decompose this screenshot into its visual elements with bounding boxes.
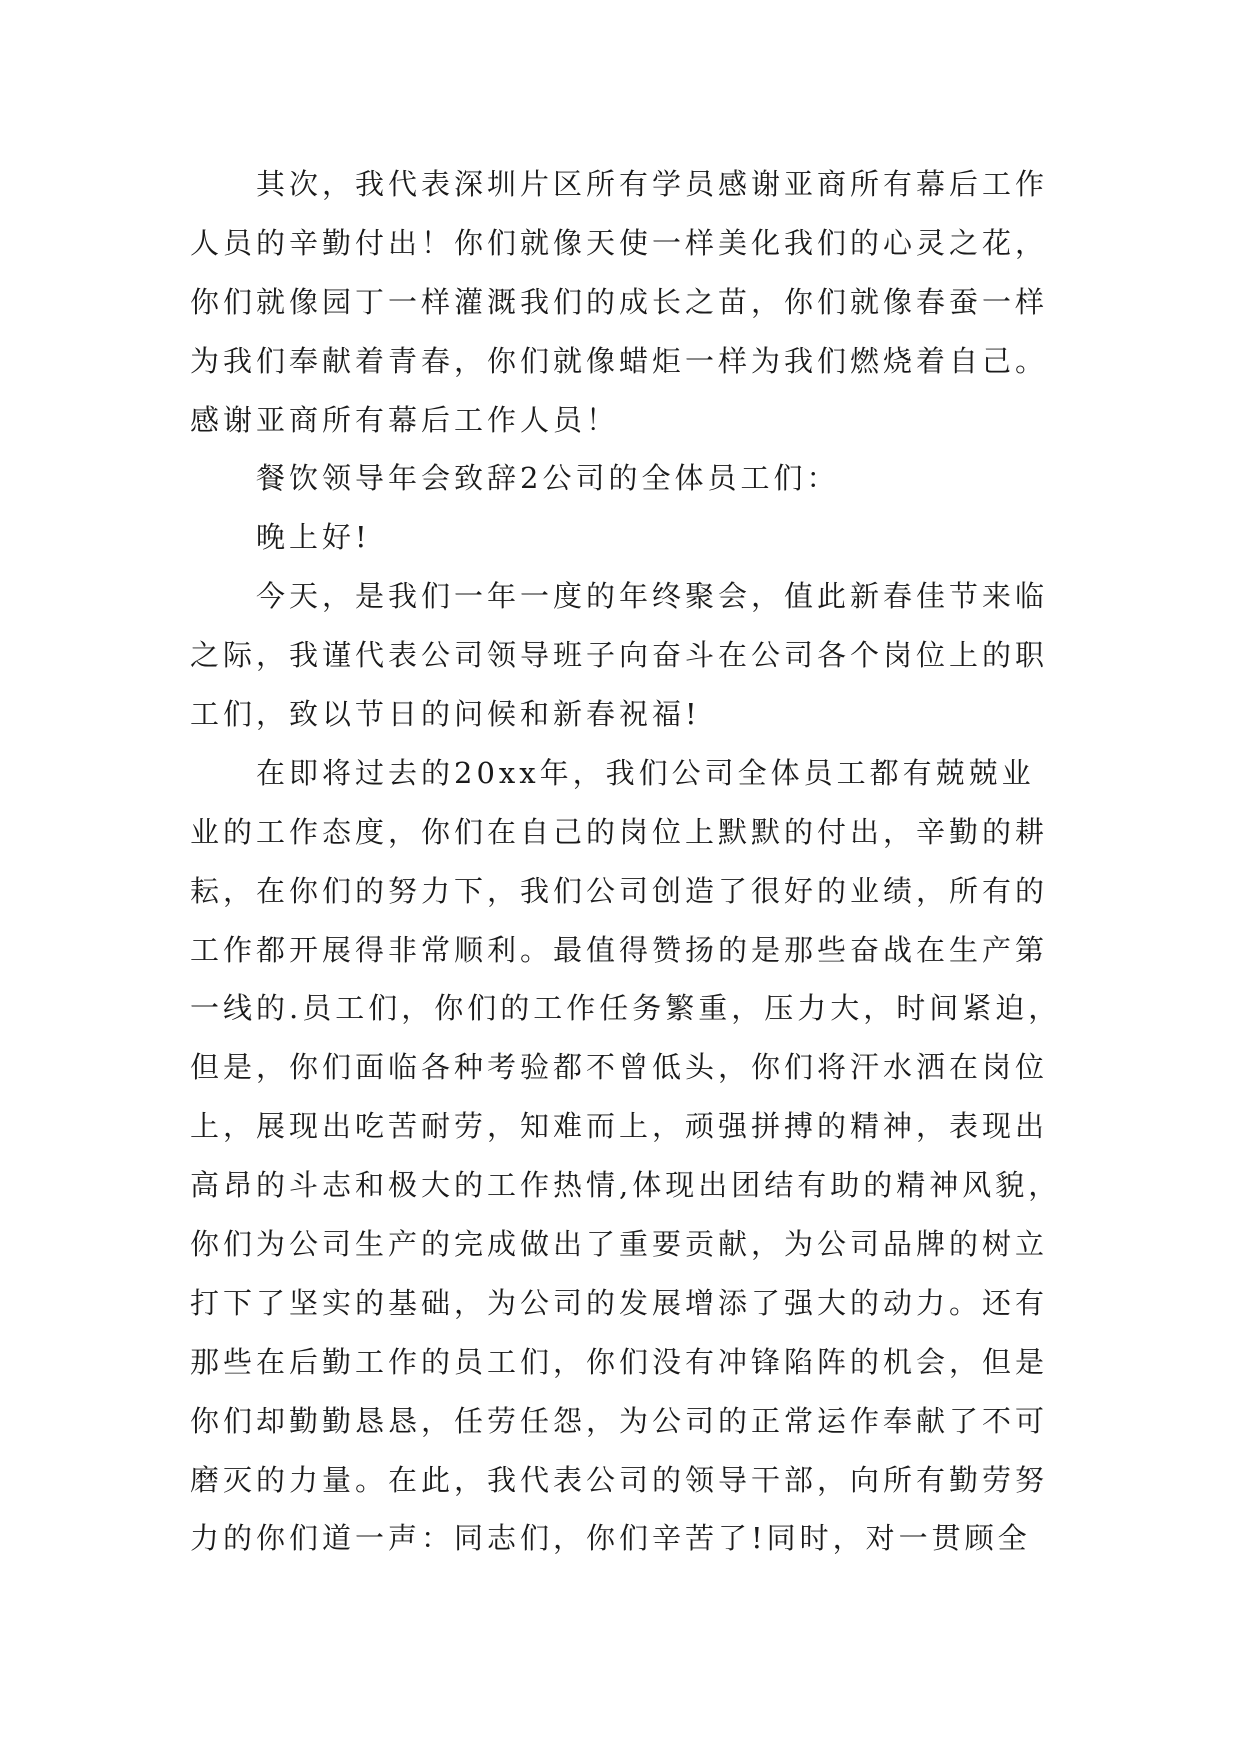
text-line: 为我们奉献着青春，你们就像蜡炬一样为我们燃烧着自己。 bbox=[190, 343, 1049, 378]
text-line: 力的你们道一声：同志们，你们辛苦了!同时，对一贯顾全 bbox=[190, 1521, 1031, 1556]
text-line: 之际，我谨代表公司领导班子向奋斗在公司各个岗位上的职 bbox=[190, 638, 1049, 673]
text-line: 你们却勤勤恳恳，任劳任怨，为公司的正常运作奉献了不可 bbox=[190, 1403, 1049, 1438]
text-line: 上，展现出吃苦耐劳，知难而上，顽强拼搏的精神，表现出 bbox=[190, 1109, 1049, 1144]
text-line: 晚上好! bbox=[256, 520, 371, 555]
text-line: 业的工作态度，你们在自己的岗位上默默的付出，辛勤的耕 bbox=[190, 814, 1049, 849]
text-line: 高昂的斗志和极大的工作热情,体现出团结有助的精神风貌， bbox=[190, 1168, 1062, 1203]
text-line: 一线的.员工们，你们的工作任务繁重，压力大，时间紧迫， bbox=[190, 991, 1062, 1026]
text-line: 工作都开展得非常顺利。最值得赞扬的是那些奋战在生产第 bbox=[190, 932, 1049, 967]
text-line: 感谢亚商所有幕后工作人员！ bbox=[190, 402, 620, 437]
text-line: 磨灭的力量。在此，我代表公司的领导干部，向所有勤劳努 bbox=[190, 1462, 1049, 1497]
text-line: 耘，在你们的努力下，我们公司创造了很好的业绩，所有的 bbox=[190, 873, 1049, 908]
text-line: 那些在后勤工作的员工们，你们没有冲锋陷阵的机会，但是 bbox=[190, 1344, 1049, 1379]
text-line: 在即将过去的20xx年，我们公司全体员工都有兢兢业 bbox=[256, 755, 1035, 790]
text-line: 今天，是我们一年一度的年终聚会，值此新春佳节来临 bbox=[256, 579, 1049, 614]
text-line: 餐饮领导年会致辞2公司的全体员工们： bbox=[256, 461, 840, 496]
text-line: 工们，致以节日的问候和新春祝福! bbox=[190, 697, 701, 732]
text-line: 其次，我代表深圳片区所有学员感谢亚商所有幕后工作 bbox=[256, 167, 1049, 201]
document-body bbox=[190, 155, 1060, 1568]
text-line: 你们就像园丁一样灌溉我们的成长之苗，你们就像春蚕一样 bbox=[190, 284, 1049, 319]
text-line: 但是，你们面临各种考验都不曾低头，你们将汗水洒在岗位 bbox=[190, 1050, 1049, 1085]
text-line: 你们为公司生产的完成做出了重要贡献，为公司品牌的树立 bbox=[190, 1227, 1049, 1262]
text-line: 人员的辛勤付出！你们就像天使一样美化我们的心灵之花， bbox=[190, 225, 1049, 260]
text-line: 打下了坚实的基础，为公司的发展增添了强大的动力。还有 bbox=[190, 1285, 1049, 1320]
